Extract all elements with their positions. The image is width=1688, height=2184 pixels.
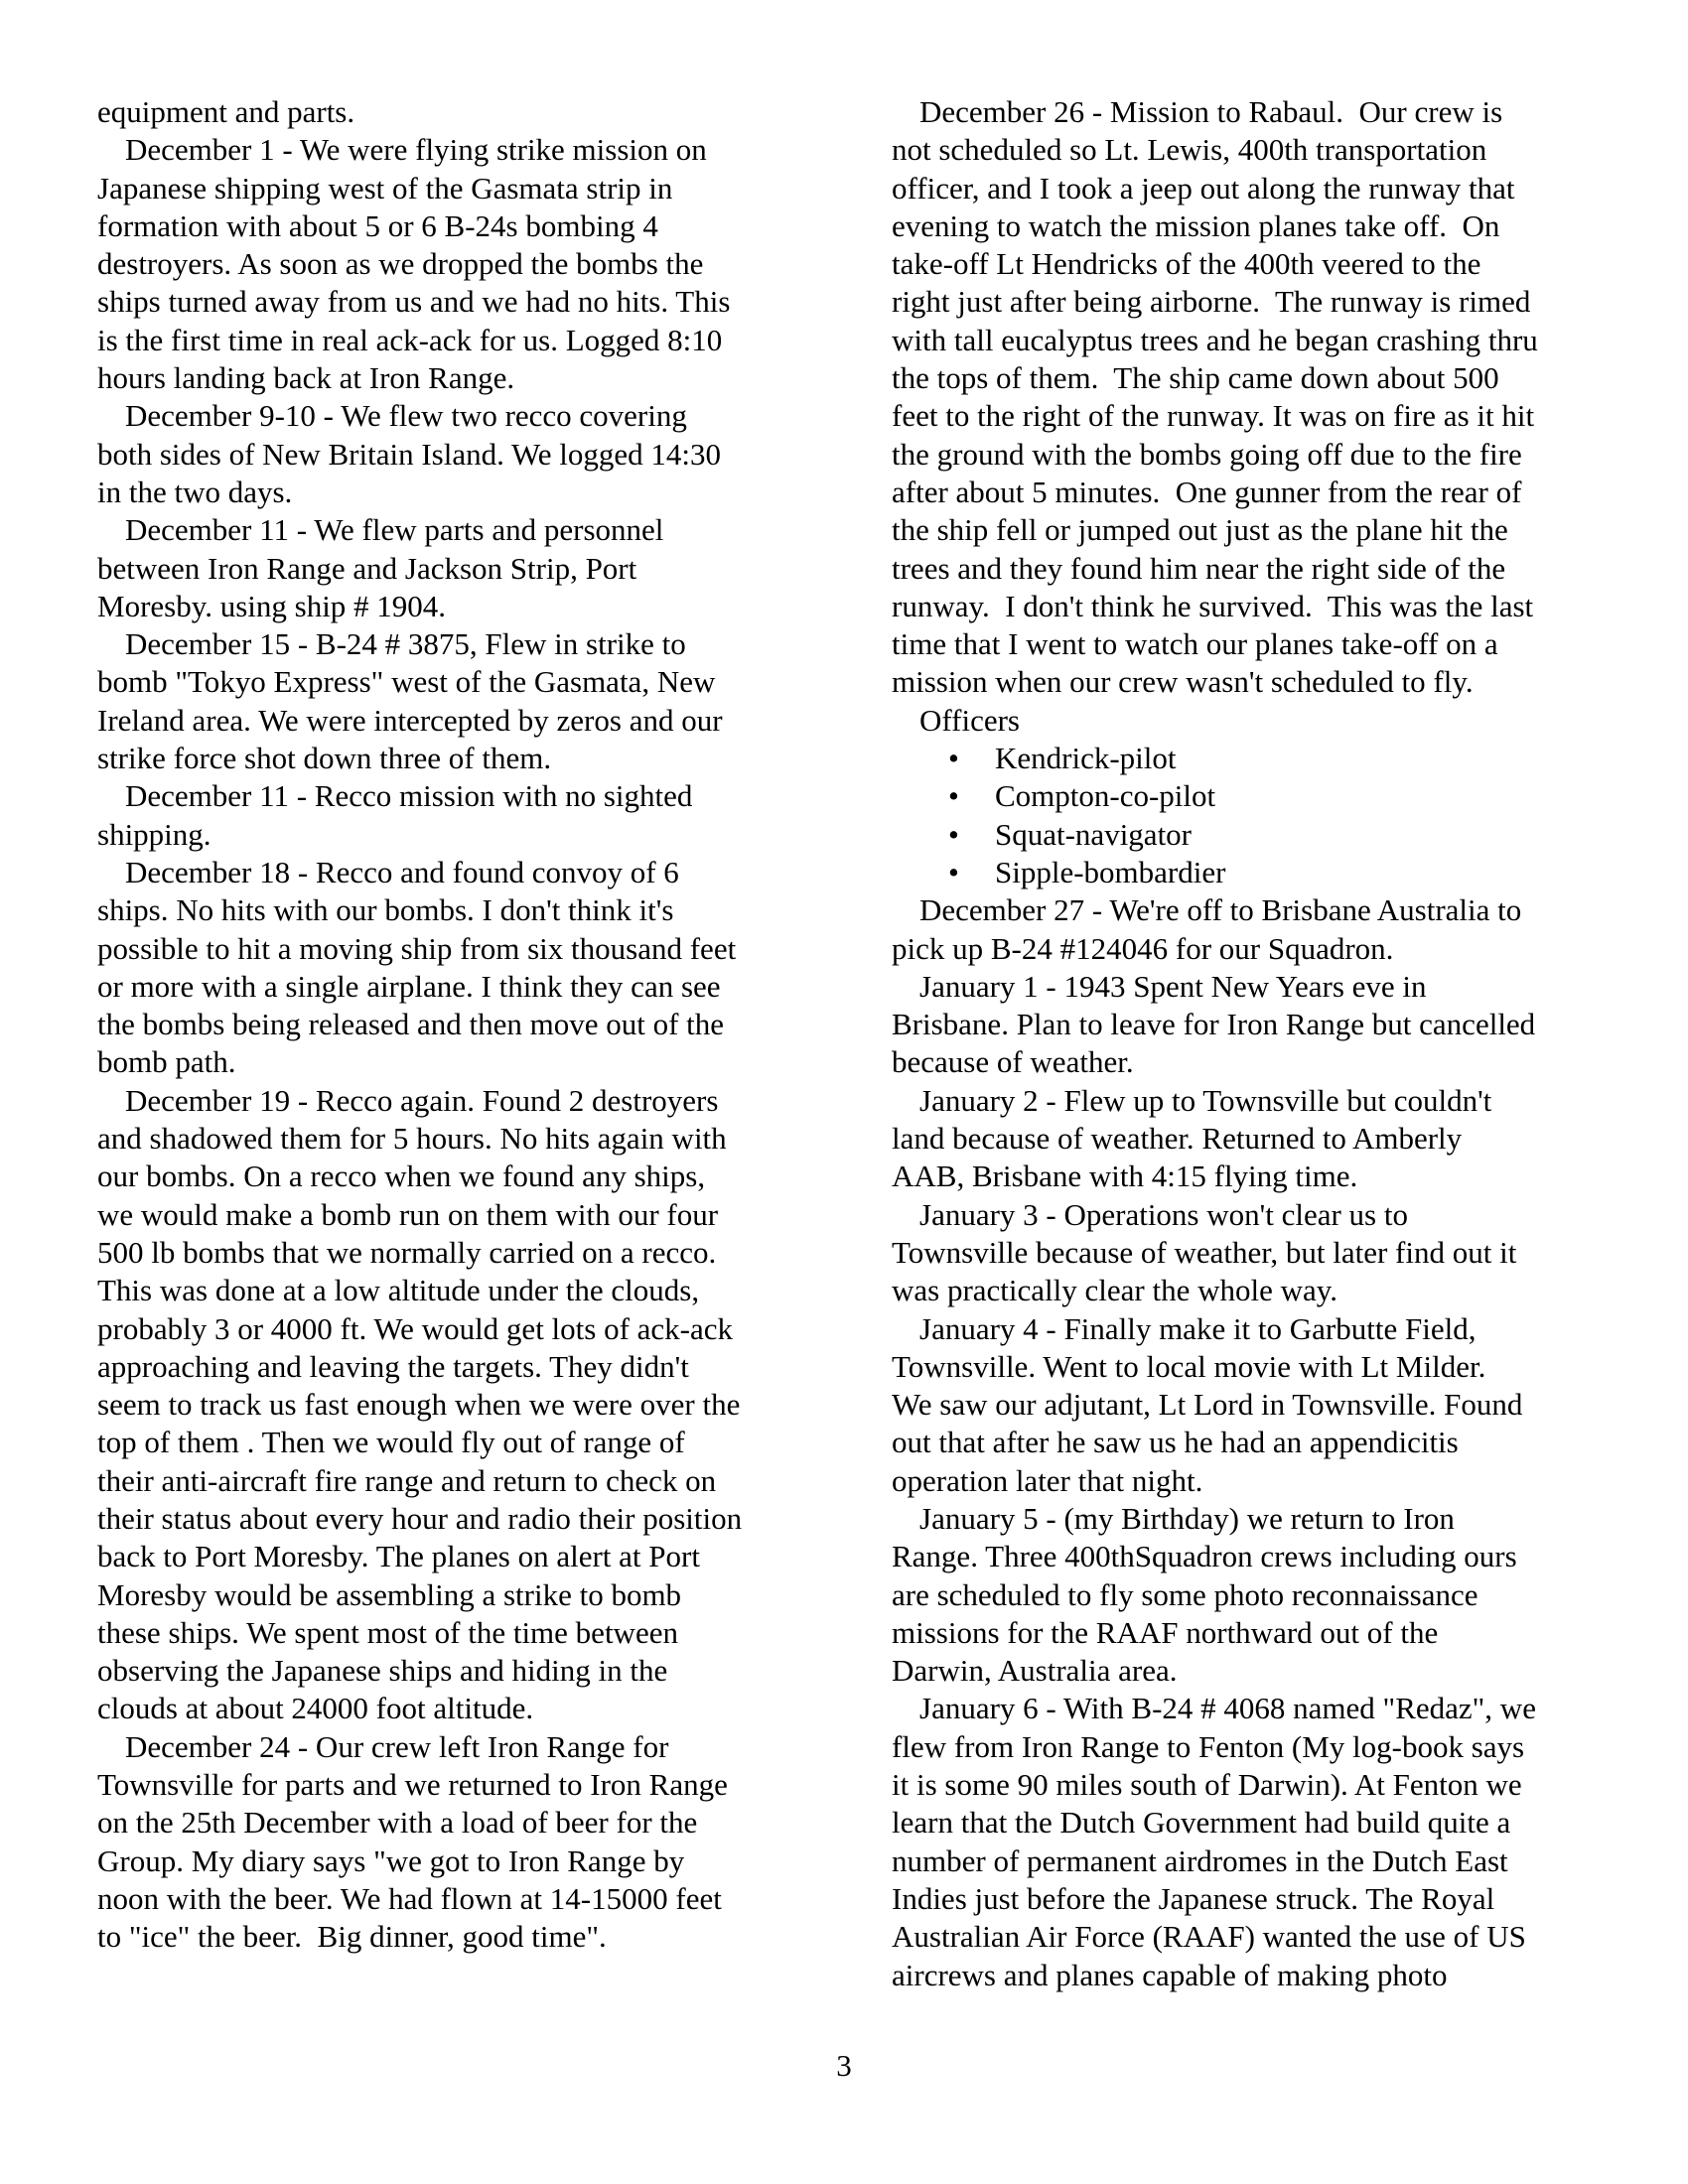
text-line: January 3 - Operations won't clear us to	[919, 1196, 1408, 1232]
text-line: Ireland area. We were intercepted by zeros and our	[97, 702, 723, 738]
text-line: December 9-10 - We flew two recco covering	[125, 398, 687, 434]
text-line: was practically clear the whole way.	[892, 1273, 1338, 1308]
text-line: the ship fell or jumped out just as the plane hit the	[892, 512, 1508, 548]
text-line: ships turned away from us and we had no hits. This	[97, 284, 731, 320]
text-line: December 26 - Mission to Rabaul. Our crew is	[919, 94, 1503, 129]
text-line: on the 25th December with a load of beer for the	[97, 1805, 698, 1841]
text-line: Townsville because of weather, but later find out it	[892, 1234, 1517, 1270]
text-line: Officers	[919, 702, 1020, 738]
bullet-label: Compton-co-pilot	[995, 778, 1216, 814]
text-line: evening to watch the mission planes take off. On	[892, 207, 1500, 243]
text-line: because of weather.	[892, 1044, 1134, 1080]
text-line: we would make a bomb run on them with our four	[97, 1196, 719, 1232]
text-line: 500 lb bombs that we normally carried on a recco.	[97, 1234, 717, 1270]
text-line: Japanese shipping west of the Gasmata strip in	[97, 170, 673, 205]
text-line: officer, and I took a jeep out along the runway that	[892, 170, 1515, 205]
text-line: bomb "Tokyo Express" west of the Gasmata, New	[97, 664, 716, 700]
text-line: December 27 - We're off to Brisbane Australia to	[919, 892, 1522, 928]
text-line: to "ice" the beer. Big dinner, good time".	[97, 1919, 607, 1955]
text-line: learn that the Dutch Government had build quite a	[892, 1805, 1511, 1841]
text-line: possible to hit a moving ship from six thousand feet	[97, 930, 737, 966]
text-line: top of them . Then we would fly out of range of	[97, 1425, 685, 1460]
bullet-item	[892, 740, 1597, 777]
text-line: right just after being airborne. The runway is rimed	[892, 284, 1531, 320]
bullet-label: Squat-navigator	[995, 816, 1193, 852]
text-line: missions for the RAAF northward out of the	[892, 1614, 1439, 1650]
text-line: January 5 - (my Birthday) we return to Iron	[919, 1500, 1455, 1536]
text-line: Darwin, Australia area.	[892, 1653, 1178, 1689]
bullet-icon: •	[948, 778, 959, 814]
text-line: December 19 - Recco again. Found 2 destroyers	[125, 1082, 719, 1118]
text-line: AAB, Brisbane with 4:15 flying time.	[892, 1159, 1358, 1194]
bullet-item	[892, 854, 1597, 891]
bullet-icon: •	[948, 741, 959, 776]
text-line: not scheduled so Lt. Lewis, 400th transportation	[892, 132, 1487, 168]
text-line: ships. No hits with our bombs. I don't think it's	[97, 892, 674, 928]
text-line: pick up B-24 #124046 for our Squadron.	[892, 930, 1394, 966]
text-line: aircrews and planes capable of making photo	[892, 1957, 1448, 1992]
text-line: Moresby would be assembling a strike to bomb	[97, 1576, 682, 1612]
text-line: formation with about 5 or 6 B-24s bombing 4	[97, 207, 658, 243]
text-line: hours landing back at Iron Range.	[97, 360, 515, 396]
text-line: in the two days.	[97, 474, 293, 509]
left-column	[97, 93, 802, 1957]
text-line: runway. I don't think he survived. This was the last	[892, 588, 1534, 623]
text-line: and shadowed them for 5 hours. No hits again with	[97, 1121, 727, 1157]
text-line: back to Port Moresby. The planes on alert at Port	[97, 1539, 700, 1574]
text-line: between Iron Range and Jackson Strip, Port	[97, 550, 637, 586]
text-line: Australian Air Force (RAAF) wanted the use of US	[892, 1919, 1526, 1955]
text-line: these ships. We spent most of the time between	[97, 1614, 678, 1650]
bullet-icon: •	[948, 854, 959, 889]
text-line: We saw our adjutant, Lt Lord in Townsville. Found	[892, 1387, 1523, 1423]
text-line: the bombs being released and then move out of the	[97, 1007, 725, 1042]
text-line: December 11 - Recco mission with no sighted	[125, 778, 693, 814]
text-line: December 11 - We flew parts and personnel	[125, 512, 664, 548]
text-line: January 1 - 1943 Spent New Years eve in	[919, 968, 1427, 1004]
text-line: their status about every hour and radio their position	[97, 1500, 743, 1536]
text-line: out that after he saw us he had an appendicitis	[892, 1425, 1459, 1460]
text-line: equipment and parts.	[97, 94, 355, 129]
text-line: Group. My diary says "we got to Iron Range by	[97, 1843, 685, 1878]
bullet-label: Sipple-bombardier	[995, 854, 1226, 889]
text-line: flew from Iron Range to Fenton (My log-book says	[892, 1728, 1525, 1764]
text-line: take-off Lt Hendricks of the 400th veered to the	[892, 246, 1481, 282]
text-line: shipping.	[97, 816, 211, 852]
text-line: December 24 - Our crew left Iron Range for	[125, 1728, 669, 1764]
text-line: time that I went to watch our planes take-off on a	[892, 626, 1498, 662]
text-line: both sides of New Britain Island. We logged 14:30	[97, 436, 722, 472]
bullet-item	[892, 777, 1597, 815]
text-line: approaching and leaving the targets. They didn't	[97, 1348, 689, 1384]
text-line: number of permanent airdromes in the Dutch East	[892, 1843, 1508, 1878]
text-line: Townsville for parts and we returned to Iron Range	[97, 1767, 728, 1803]
text-line: strike force shot down three of them.	[97, 741, 552, 776]
text-line: January 6 - With B-24 # 4068 named "Redaz", we	[919, 1691, 1536, 1726]
text-line: is the first time in real ack-ack for us. Logged 8:10	[97, 322, 723, 357]
text-line: or more with a single airplane. I think they can see	[97, 968, 721, 1004]
text-line: with tall eucalyptus trees and he began crashing thru	[892, 322, 1538, 357]
page-number: 3	[836, 2048, 852, 2083]
text-line: clouds at about 24000 foot altitude.	[97, 1691, 534, 1726]
text-line: Range. Three 400thSquadron crews including ours	[892, 1539, 1517, 1574]
text-line: are scheduled to fly some photo reconnaissance	[892, 1576, 1478, 1612]
text-line: probably 3 or 4000 ft. We would get lots of ack-ack	[97, 1310, 734, 1346]
text-line: destroyers. As soon as we dropped the bombs the	[97, 246, 704, 282]
text-line: land because of weather. Returned to Amberly	[892, 1121, 1463, 1157]
text-line: Moresby. using ship # 1904.	[97, 588, 447, 623]
text-line: December 15 - B-24 # 3875, Flew in strike to	[125, 626, 686, 662]
text-line: their anti-aircraft fire range and return to check on	[97, 1462, 717, 1498]
text-line: Townsville. Went to local movie with Lt Milder.	[892, 1348, 1486, 1384]
text-line: the tops of them. The ship came down about 500	[892, 360, 1499, 396]
text-line: bomb path.	[97, 1044, 236, 1080]
text-line: after about 5 minutes. One gunner from the rear of	[892, 474, 1522, 509]
text-line: the ground with the bombs going off due to the fire	[892, 436, 1522, 472]
text-line: December 18 - Recco and found convoy of 6	[125, 854, 679, 889]
bullet-icon: •	[948, 816, 959, 852]
text-line: mission when our crew wasn't scheduled to fly.	[892, 664, 1474, 700]
text-line: it is some 90 miles south of Darwin). At Fenton we	[892, 1767, 1522, 1803]
text-line: trees and they found him near the right side of the	[892, 550, 1506, 586]
text-line: feet to the right of the runway. It was on fire as it hit	[892, 398, 1535, 434]
text-line: observing the Japanese ships and hiding in the	[97, 1653, 668, 1689]
text-line: Indies just before the Japanese struck. The Royal	[892, 1880, 1495, 1916]
text-line: This was done at a low altitude under the clouds,	[97, 1273, 700, 1308]
text-line: December 1 - We were flying strike mission on	[125, 132, 707, 168]
text-line: January 2 - Flew up to Townsville but couldn't	[919, 1082, 1492, 1118]
text-line: January 4 - Finally make it to Garbutte Field,	[919, 1310, 1477, 1346]
text-line: our bombs. On a recco when we found any ships,	[97, 1159, 706, 1194]
right-column	[892, 93, 1597, 1994]
bullet-item	[892, 816, 1597, 854]
text-line: seem to track us fast enough when we were over the	[97, 1387, 741, 1423]
bullet-label: Kendrick-pilot	[995, 741, 1177, 776]
text-line: Brisbane. Plan to leave for Iron Range but cancelled	[892, 1007, 1536, 1042]
text-line: noon with the beer. We had flown at 14-15000 feet	[97, 1880, 722, 1916]
text-line: operation later that night.	[892, 1462, 1203, 1498]
